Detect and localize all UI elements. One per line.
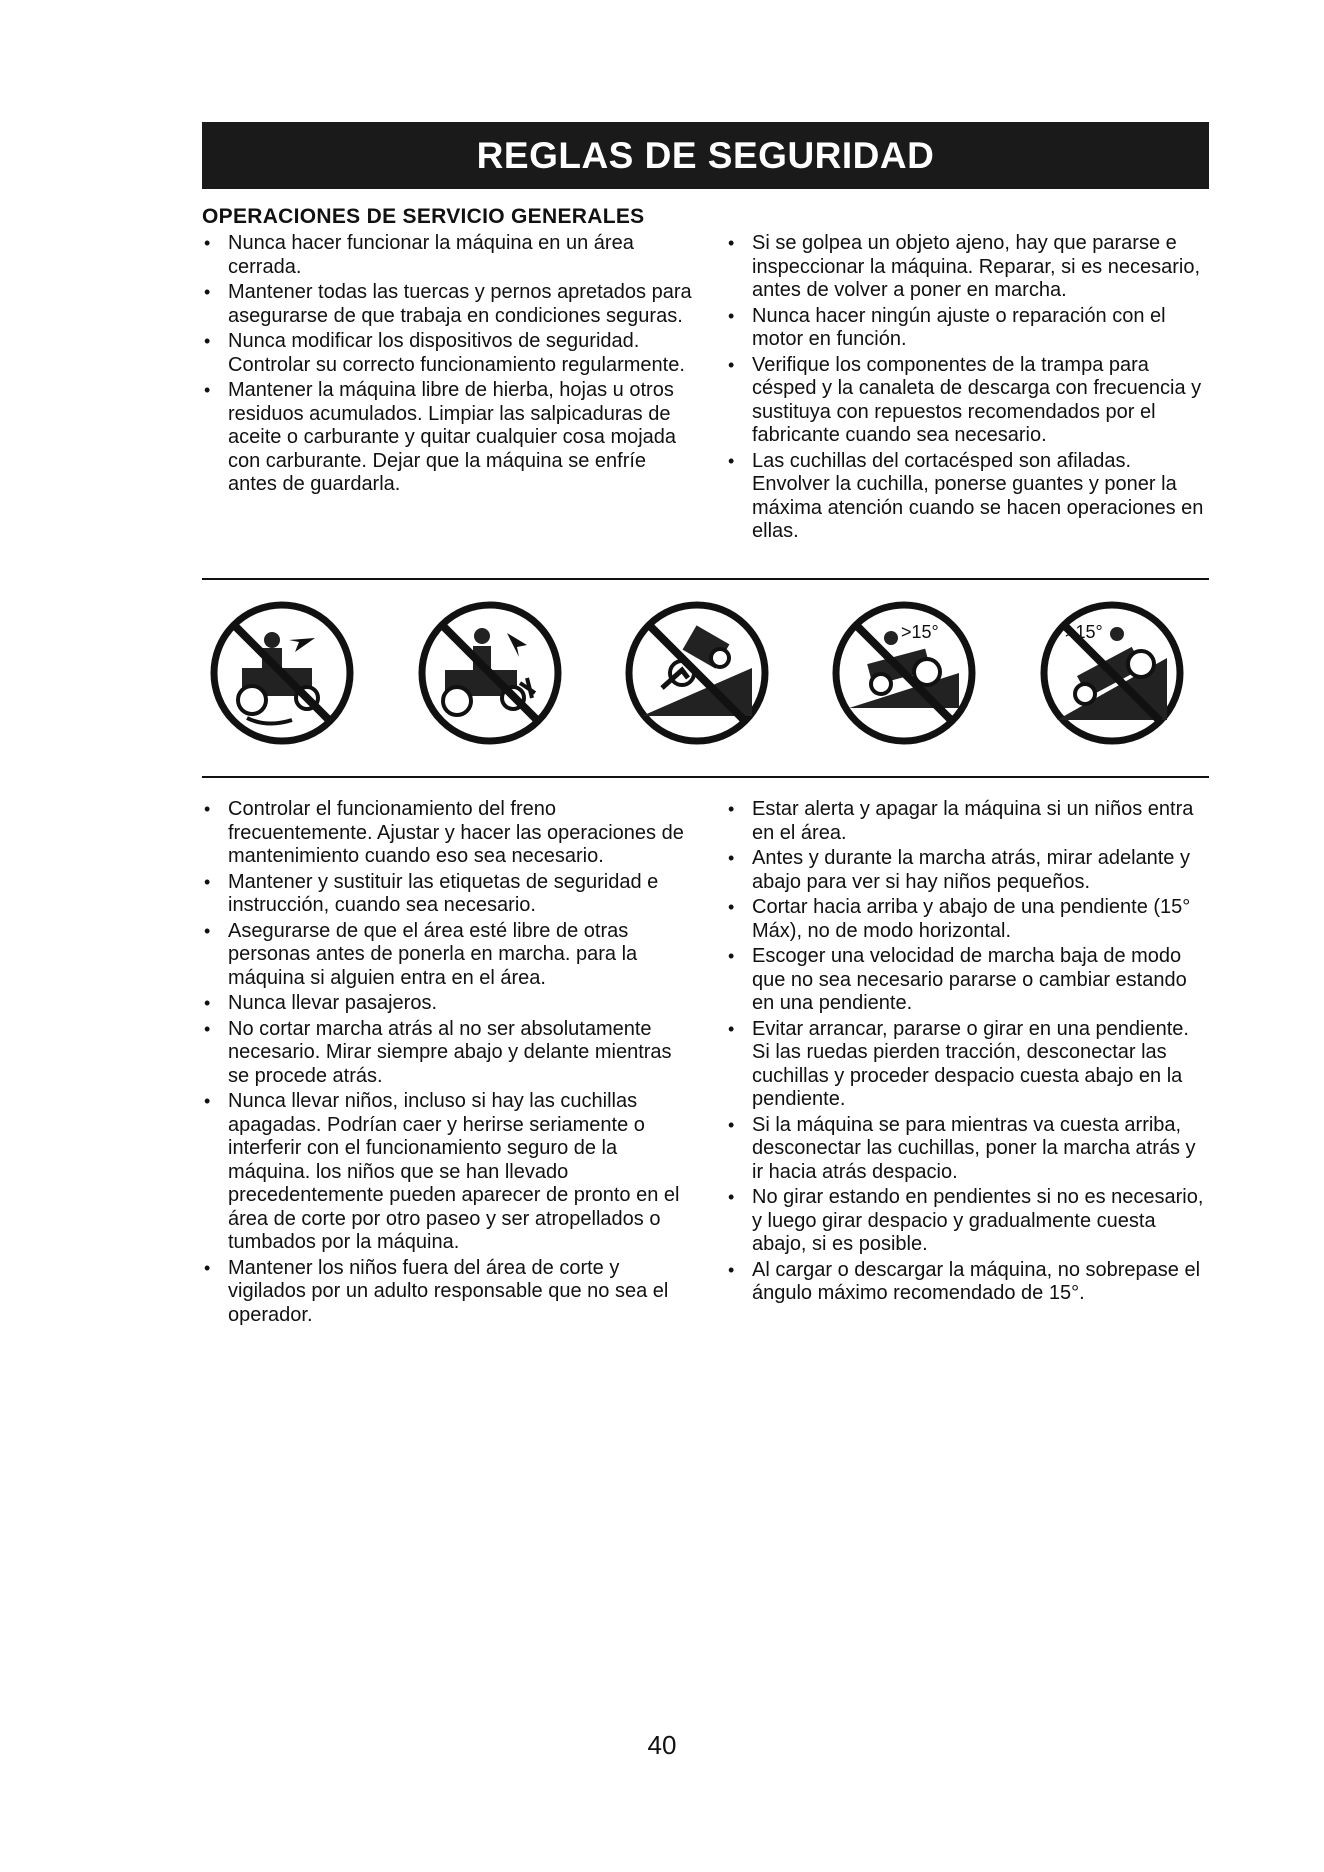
safety-list-bottom-left xyxy=(202,798,695,1329)
list-item: • Las cuchillas del cortacésped son afiladas. Envolver la cuchilla, ponerse guantes y poner la máxima atención cuando se hacen operaciones en ellas. xyxy=(726,450,1207,544)
divider-top xyxy=(202,578,1209,580)
list-item: • Asegurarse de que el área esté libre de otras personas antes de ponerla en marcha. para la máquina si alguien entra en el área. xyxy=(202,920,695,991)
list-item: • Nunca llevar pasajeros. xyxy=(202,992,695,1016)
no-passengers-icon xyxy=(207,598,357,748)
list-item: • Verifique los componentes de la trampa para césped y la canaleta de descarga con frecuencia y sustituya con repuestos recomendados por el fabricante cuando sea necesario. xyxy=(726,354,1207,448)
list-item: • Controlar el funcionamiento del freno frecuentemente. Ajustar y hacer las operaciones de mantenimiento cuando eso sea necesario. xyxy=(202,798,695,869)
list-item: • Nunca hacer ningún ajuste o reparación con el motor en función. xyxy=(726,305,1207,352)
list-item: • No girar estando en pendientes si no es necesario, y luego girar despacio y gradualmente cuesta abajo, si es posible. xyxy=(726,1186,1207,1257)
page-number: 40 xyxy=(647,1730,677,1760)
divider-bottom xyxy=(202,776,1209,778)
list-item: • Mantener todas las tuercas y pernos apretados para asegurarse de que trabaja en condiciones seguras. xyxy=(202,281,695,328)
title-banner xyxy=(202,122,1209,189)
list-item: • Antes y durante la marcha atrás, mirar adelante y abajo para ver si hay niños pequeños. xyxy=(726,847,1207,894)
no-child-passenger-icon xyxy=(415,598,565,748)
list-item: • Evitar arrancar, pararse o girar en una pendiente. Si las ruedas pierden tracción, desconectar las cuchillas y proceder despacio cuesta abajo en la pendiente. xyxy=(726,1018,1207,1112)
no-steep-slope-icon xyxy=(1037,598,1187,748)
list-item: • Mantener la máquina libre de hierba, hojas u otros residuos acumulados. Limpiar las salpicaduras de aceite o carburante y quitar cualquier cosa mojada con carburante. Dejar que la máquina se enfríe antes de guardarla. xyxy=(202,379,695,497)
list-item: • Si se golpea un objeto ajeno, hay que pararse e inspeccionar la máquina. Reparar, si es necesario, antes de volver a poner en marcha. xyxy=(726,232,1207,303)
page-title: REGLAS DE SEGURIDAD xyxy=(476,134,935,176)
list-item: • Mantener y sustituir las etiquetas de seguridad e instrucción, cuando sea necesario. xyxy=(202,871,695,918)
list-item: • Cortar hacia arriba y abajo de una pendiente (15° Máx), no de modo horizontal. xyxy=(726,896,1207,943)
list-item: • Mantener los niños fuera del área de corte y vigilados por un adulto responsable que no sea el operador. xyxy=(202,1257,695,1328)
warning-icons-row xyxy=(202,588,1209,768)
no-tip-over-icon xyxy=(622,598,772,748)
list-item: • Nunca llevar niños, incluso si hay las cuchillas apagadas. Podrían caer y herirse seriamente o interferir con el funcionamiento seguro de la máquina. los niños que se han llevado precedentemente pueden aparecer de pronto en el área de corte por otro paseo y ser atropellados o tumbados por la máquina. xyxy=(202,1090,695,1255)
section-heading: OPERACIONES DE SERVICIO GENERALES xyxy=(202,205,645,228)
safety-list-bottom-right xyxy=(726,798,1207,1308)
list-item: • Al cargar o descargar la máquina, no sobrepase el ángulo máximo recomendado de 15°. xyxy=(726,1259,1207,1306)
max-slope-icon xyxy=(829,598,979,748)
angle-label: >15° xyxy=(1065,622,1103,642)
list-item: • Nunca hacer funcionar la máquina en un área cerrada. xyxy=(202,232,695,279)
list-item: • Estar alerta y apagar la máquina si un niños entra en el área. xyxy=(726,798,1207,845)
safety-list-top-right xyxy=(726,232,1207,546)
angle-label: >15° xyxy=(901,622,939,642)
list-item: • No cortar marcha atrás al no ser absolutamente necesario. Mirar siempre abajo y delante mientras se procede atrás. xyxy=(202,1018,695,1089)
list-item: • Nunca modificar los dispositivos de seguridad. Controlar su correcto funcionamiento regularmente. xyxy=(202,330,695,377)
list-item: • Escoger una velocidad de marcha baja de modo que no sea necesario pararse o cambiar estando en una pendiente. xyxy=(726,945,1207,1016)
safety-list-top-left xyxy=(202,232,695,499)
list-item: • Si la máquina se para mientras va cuesta arriba, desconectar las cuchillas, poner la marcha atrás y ir hacia atrás despacio. xyxy=(726,1114,1207,1185)
